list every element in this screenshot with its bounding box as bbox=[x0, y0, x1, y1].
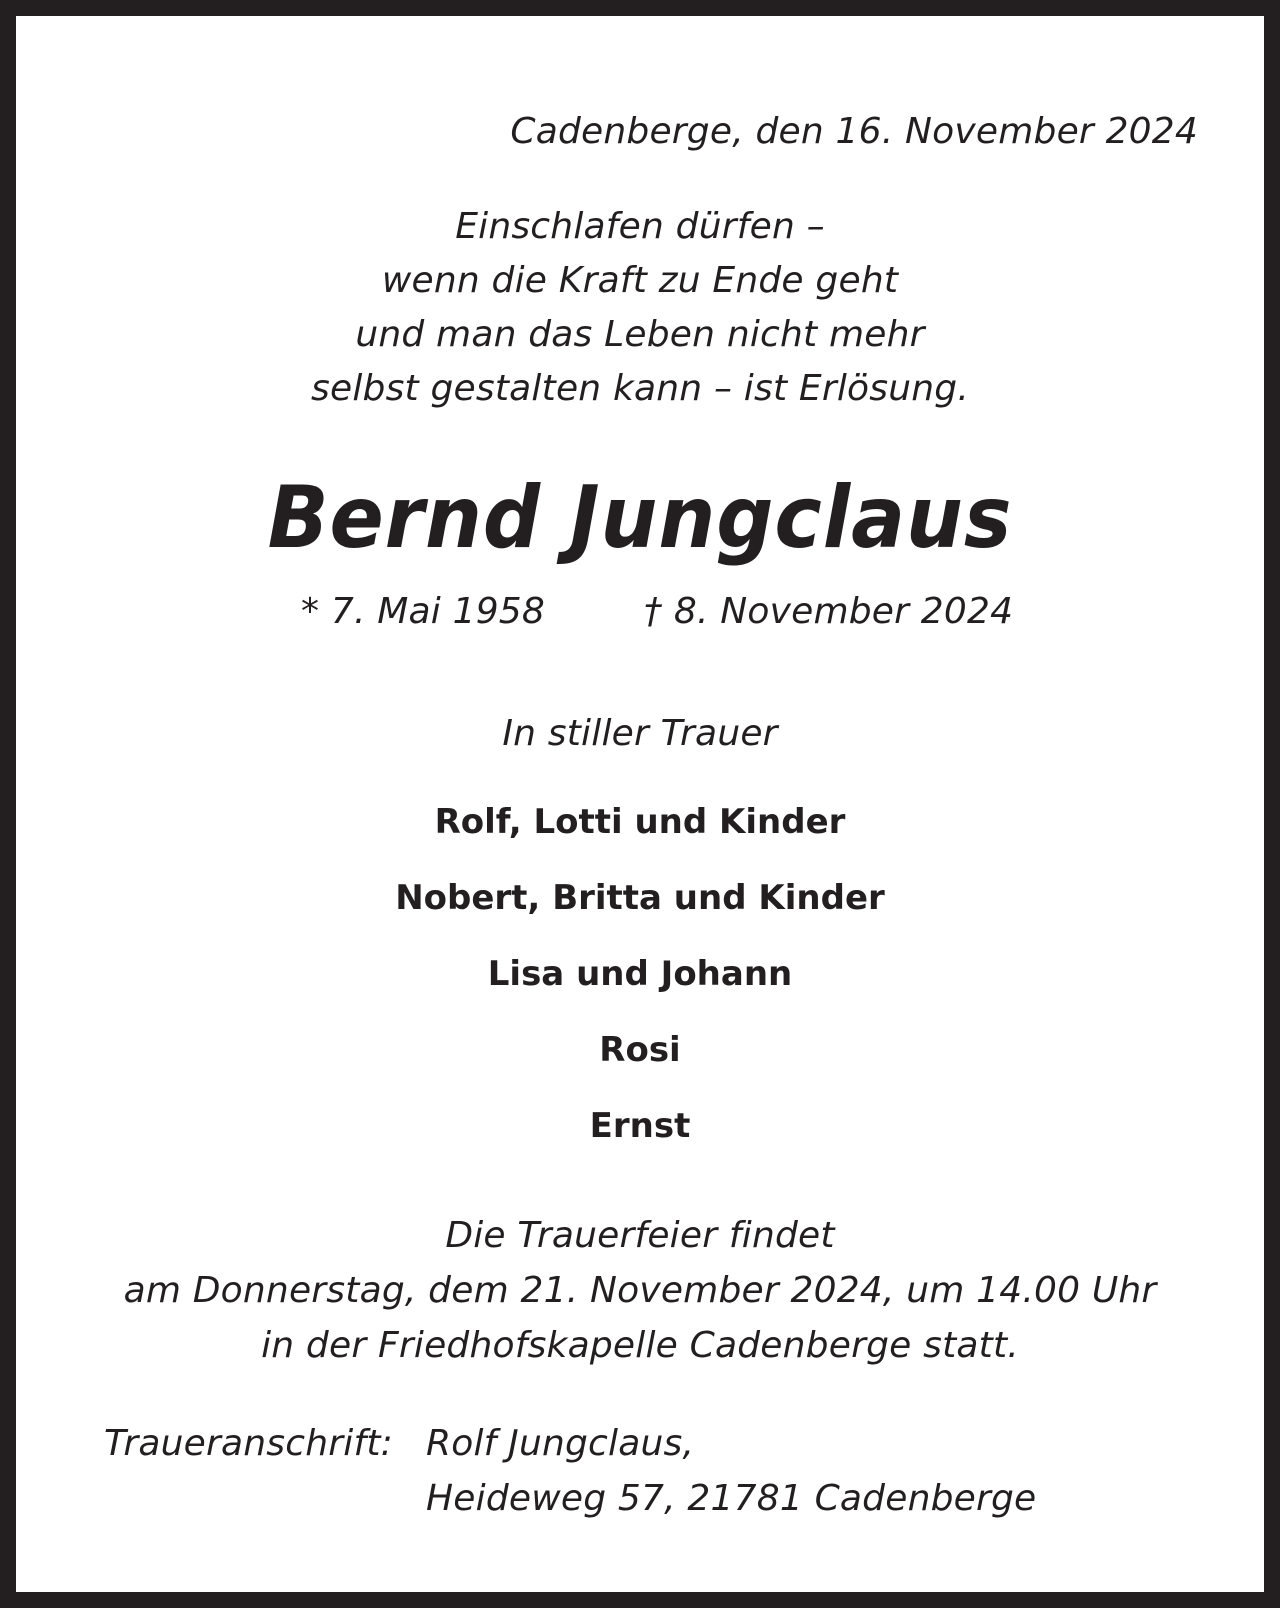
poem-line: wenn die Kraft zu Ende geht bbox=[381, 260, 899, 301]
ceremony-line: am Donnerstag, dem 21. November 2024, um 14.00 Uhr bbox=[123, 1270, 1157, 1311]
address-line: Heideweg 57, 21781 Cadenberge bbox=[426, 1478, 1037, 1519]
address-block bbox=[426, 1416, 1036, 1526]
mourner-entry: Lisa und Johann bbox=[487, 954, 793, 994]
address-label: Traueranschrift: bbox=[104, 1423, 393, 1464]
death-date: † 8. November 2024 bbox=[644, 591, 1014, 632]
poem bbox=[16, 200, 1264, 416]
poem-line: selbst gestalten kann – ist Erlösung. bbox=[311, 368, 969, 409]
mourner-entry: Ernst bbox=[589, 1106, 691, 1146]
mourner-entry: Nobert, Britta und Kinder bbox=[395, 878, 885, 918]
mourning-intro: In stiller Trauer bbox=[502, 713, 778, 754]
birth-date: * 7. Mai 1958 bbox=[301, 591, 546, 632]
ceremony-line: Die Trauerfeier findet bbox=[445, 1215, 835, 1256]
mourners-list bbox=[16, 784, 1264, 1164]
address-line: Rolf Jungclaus, bbox=[426, 1423, 695, 1464]
mourner-entry: Rosi bbox=[599, 1030, 681, 1070]
poem-line: und man das Leben nicht mehr bbox=[355, 314, 925, 355]
place-date: Cadenberge, den 16. November 2024 bbox=[510, 111, 1198, 152]
mourner-entry: Rolf, Lotti und Kinder bbox=[434, 802, 846, 842]
poem-line: Einschlafen dürfen – bbox=[455, 206, 825, 247]
deceased-name: Bernd Jungclaus bbox=[267, 468, 1013, 568]
ceremony-info bbox=[16, 1208, 1264, 1373]
ceremony-line: in der Friedhofskapelle Cadenberge statt. bbox=[261, 1325, 1019, 1366]
